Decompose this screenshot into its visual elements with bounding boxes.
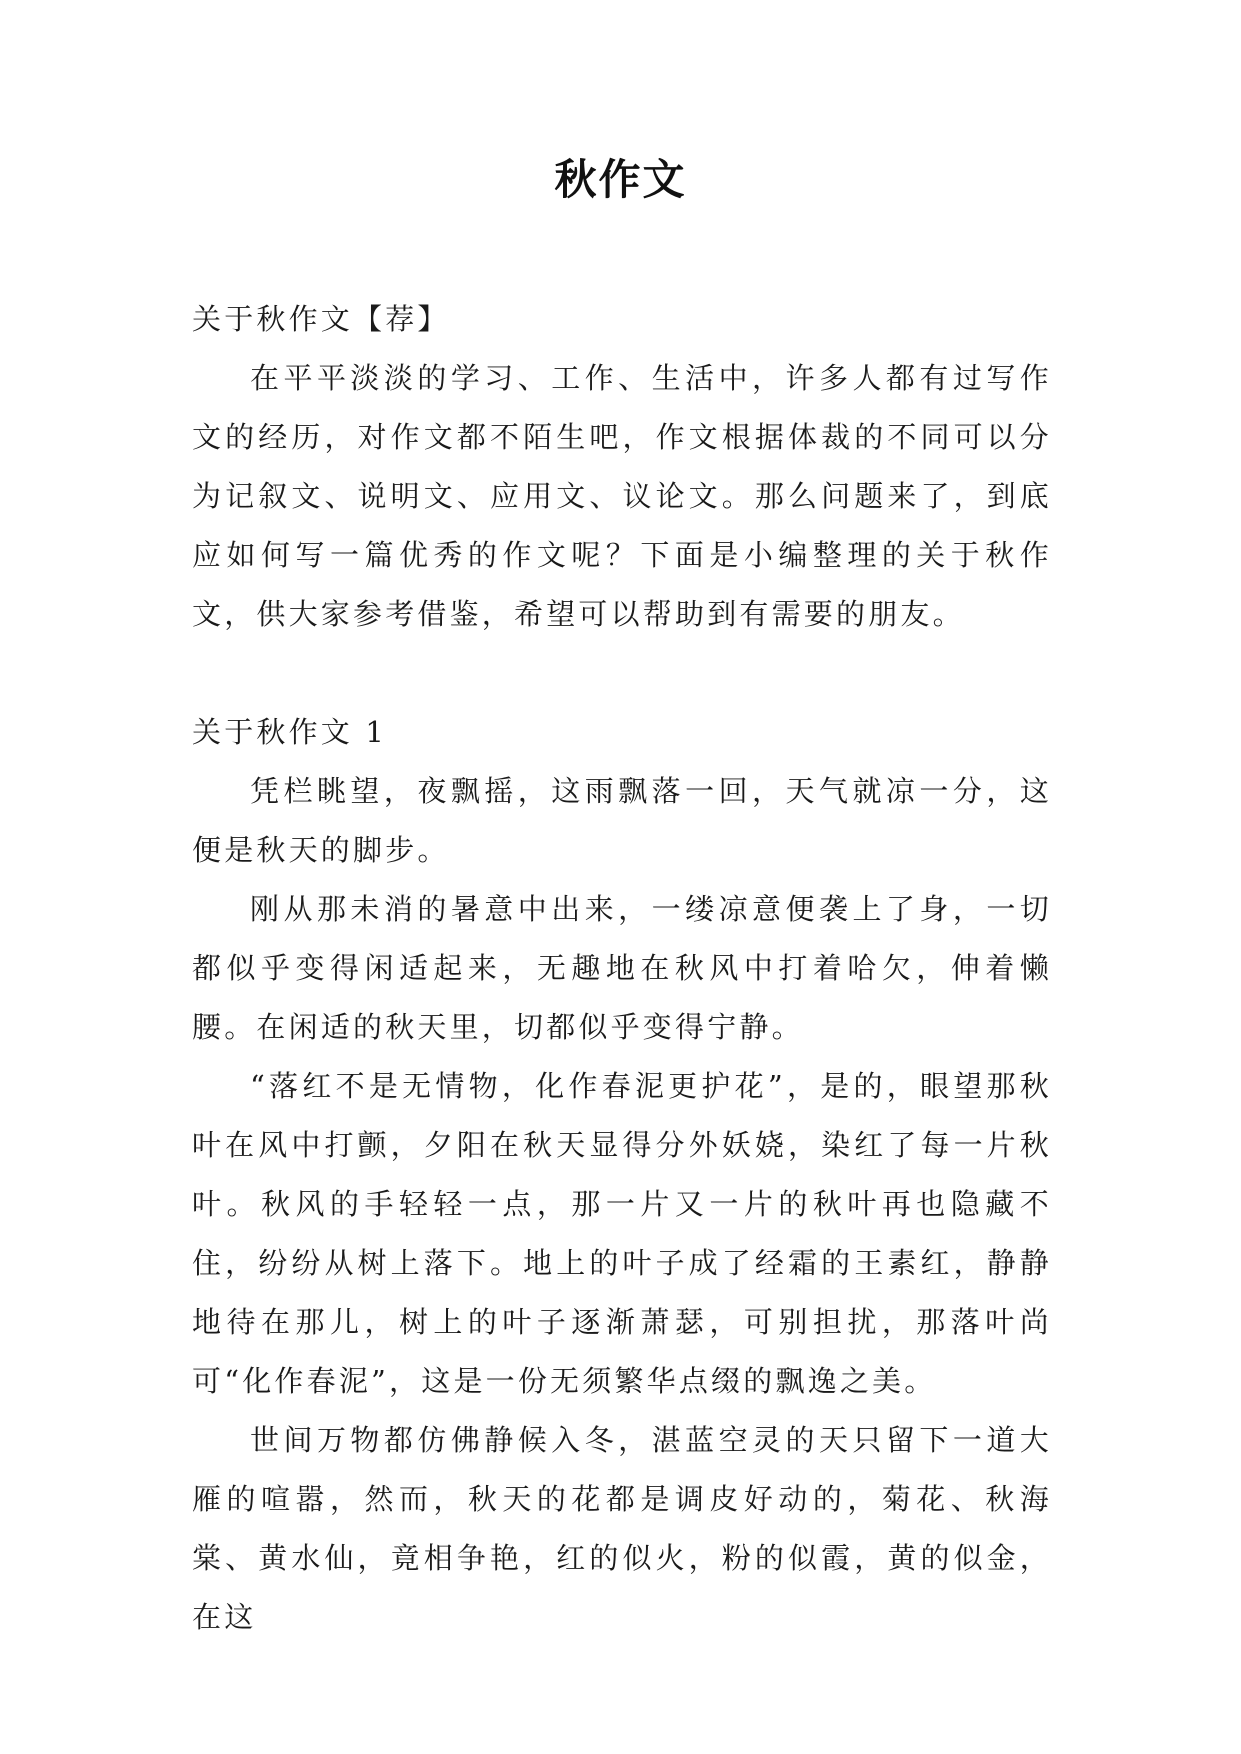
section-spacer: [192, 644, 1052, 703]
document-title: 秋作文: [554, 155, 687, 204]
intro-heading: 关于秋作文【荐】: [192, 302, 450, 336]
intro-paragraph: 在平平淡淡的学习、工作、生活中，许多人都有过写作文的经历，对作文都不陌生吧，作文根据体裁的不同可以分为记叙文、说明文、应用文、议论文。那么问题来了，到底应如何写一篇优秀的作文呢？下面是小编整理的关于秋作文，供大家参考借鉴，希望可以帮助到有需要的朋友。: [192, 361, 1052, 631]
body-paragraph: 凭栏眺望，夜飘摇，这雨飘落一回，天气就凉一分，这便是秋天的脚步。: [192, 774, 1052, 867]
body-paragraph: 刚从那未消的暑意中出来，一缕凉意便袭上了身，一切都似乎变得闲适起来，无趣地在秋风中打着哈欠，伸着懒腰。在闲适的秋天里，切都似乎变得宁静。: [192, 892, 1052, 1044]
document-body: [192, 290, 1052, 1647]
body-paragraph: “落红不是无情物，化作春泥更护花”，是的，眼望那秋叶在风中打颤，夕阳在秋天显得分外妖娆，染红了每一片秋叶。秋风的手轻轻一点，那一片又一片的秋叶再也隐藏不住，纷纷从树上落下。地上的叶子成了经霜的王素红，静静地待在那儿，树上的叶子逐渐萧瑟，可别担扰，那落叶尚可“化作春泥”，这是一份无须繁华点缀的飘逸之美。: [192, 1069, 1052, 1398]
section-heading: 关于秋作文 1: [192, 715, 388, 749]
body-paragraph: 世间万物都仿佛静候入冬，湛蓝空灵的天只留下一道大雁的喧嚣，然而，秋天的花都是调皮好动的，菊花、秋海棠、黄水仙，竟相争艳，红的似火，粉的似霞，黄的似金，在这: [192, 1423, 1052, 1634]
